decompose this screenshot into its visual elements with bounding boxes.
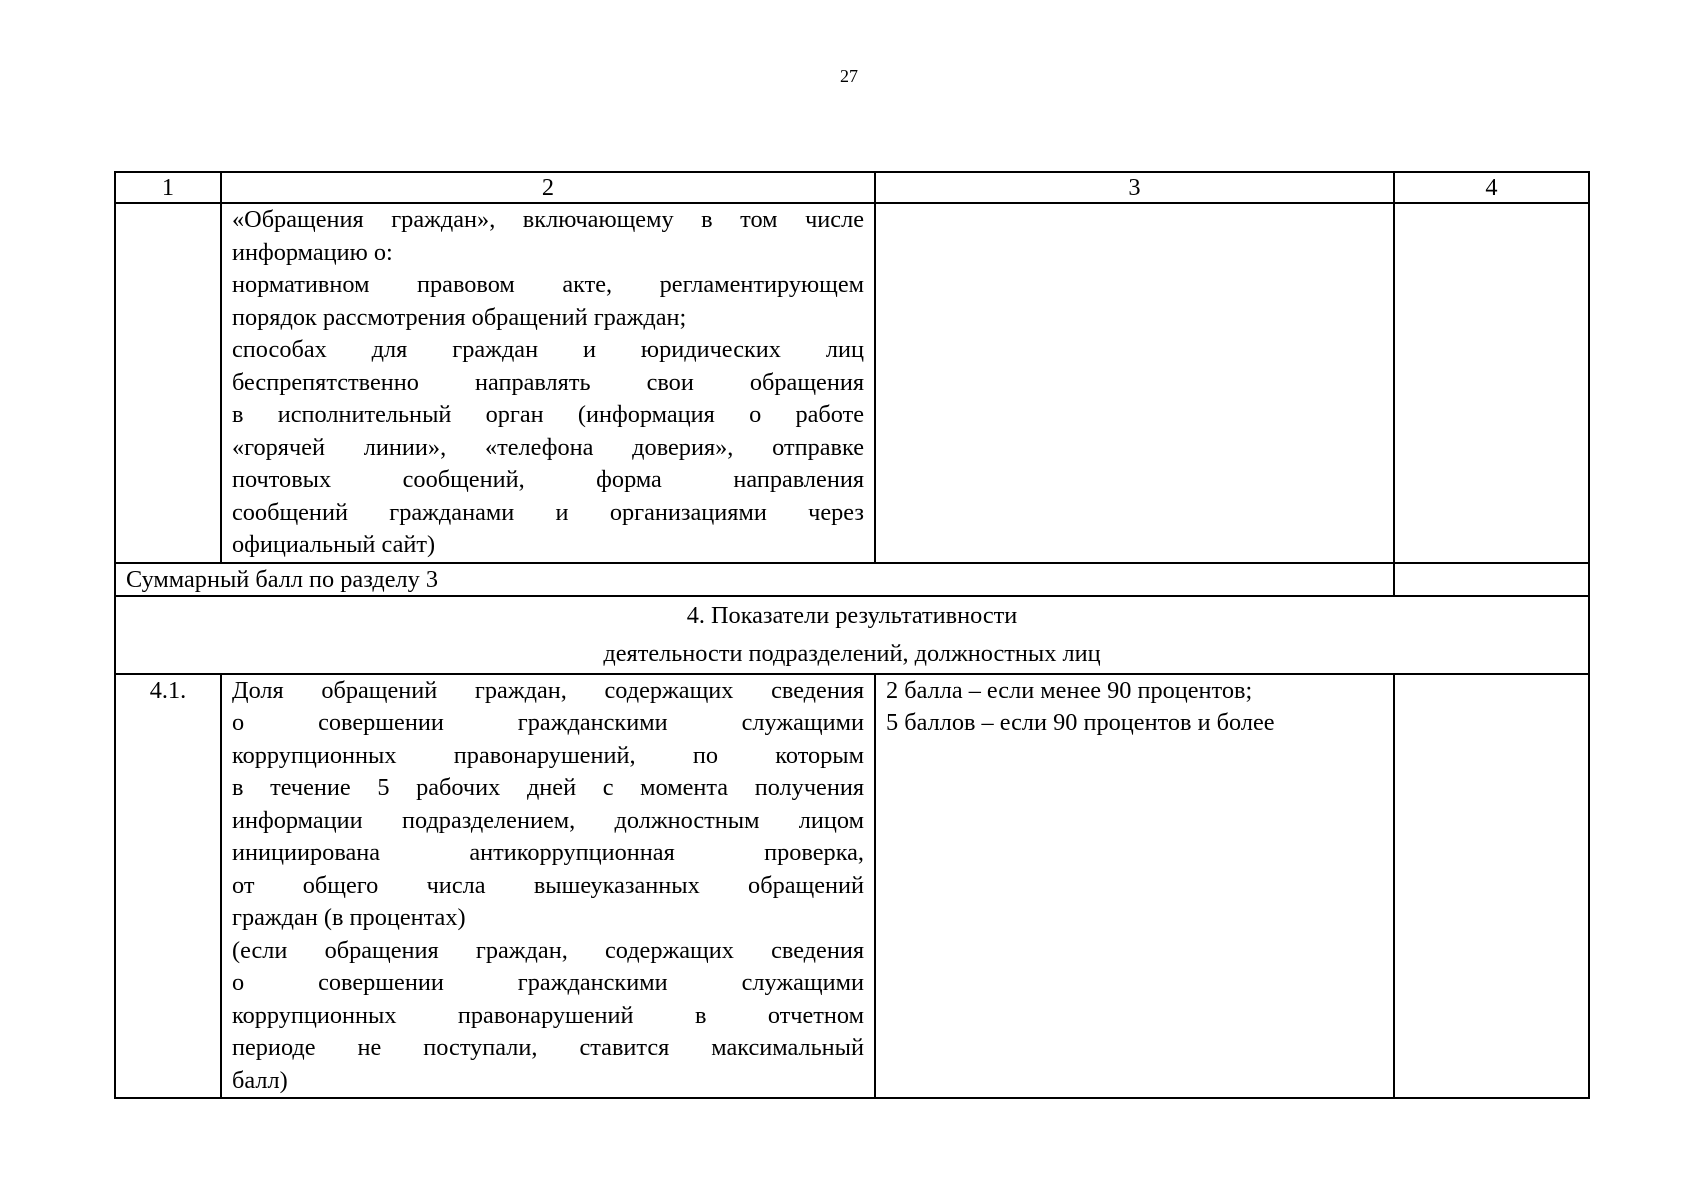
row-number-cell: 4.1.	[115, 674, 221, 1099]
text-line: «Обращения граждан», включающему в том числе	[232, 206, 864, 233]
score-cell	[1394, 674, 1589, 1099]
criteria-cell	[875, 203, 1394, 563]
text-line: официальный сайт)	[232, 531, 436, 558]
text-line: коррупционных правонарушений в отчетном	[232, 1001, 864, 1029]
text-line: беспрепятственно направлять свои обращения	[232, 368, 864, 396]
text-line: «горячей линии», «телефона доверия», отправке	[232, 433, 864, 461]
indicator-description-cell	[221, 203, 875, 563]
summary-score-cell	[1394, 563, 1589, 596]
table-row	[115, 203, 1589, 563]
criteria-cell	[875, 674, 1394, 1099]
table-row	[115, 674, 1589, 1099]
text-line: Доля обращений граждан, содержащих сведения	[232, 676, 864, 704]
text-line: коррупционных правонарушений, по которым	[232, 741, 864, 769]
criteria-line: 2 балла – если менее 90 процентов;	[886, 676, 1253, 704]
column-header-3: 3	[875, 172, 1394, 203]
text-line: от общего числа вышеуказанных обращений	[232, 871, 864, 899]
text-line: в исполнительный орган (информация о работе	[232, 401, 864, 428]
text-line: периоде не поступали, ставится максимальный	[232, 1034, 864, 1061]
section-heading-row	[115, 596, 1589, 674]
indicator-text	[232, 675, 864, 1098]
row-number-cell	[115, 203, 221, 563]
summary-label: Суммарный балл по разделу 3	[115, 563, 1394, 596]
text-line: способах для граждан и юридических лиц	[232, 336, 864, 363]
text-line: граждан (в процентах)	[232, 904, 466, 931]
summary-row	[115, 563, 1589, 596]
text-line: порядок рассмотрения обращений граждан;	[232, 303, 687, 331]
text-line: о совершении гражданскими служащими	[232, 709, 864, 736]
criteria-line: 5 баллов – если 90 процентов и более	[886, 709, 1275, 736]
page-number: 27	[840, 66, 858, 86]
text-line: балл)	[232, 1066, 288, 1094]
text-line: информацию о:	[232, 238, 393, 266]
indicator-description-cell	[221, 674, 875, 1099]
column-header-4: 4	[1394, 172, 1589, 203]
text-line: (если обращения граждан, содержащих сведения	[232, 936, 864, 964]
column-header-2: 2	[221, 172, 875, 203]
text-line: почтовых сообщений, форма направления	[232, 466, 864, 493]
score-cell	[1394, 203, 1589, 563]
text-line: о совершении гражданскими служащими	[232, 969, 864, 996]
text-line: информации подразделением, должностным лицом	[232, 806, 864, 834]
text-line: в течение 5 рабочих дней с момента получения	[232, 774, 864, 801]
text-line: нормативном правовом акте, регламентирующем	[232, 271, 864, 298]
column-header-1: 1	[115, 172, 221, 203]
section-heading	[115, 596, 1589, 674]
text-line: инициирована антикоррупционная проверка,	[232, 839, 864, 866]
section-title-line-2: деятельности подразделений, должностных лиц	[603, 639, 1101, 667]
evaluation-table	[114, 171, 1590, 1099]
text-line: сообщений гражданами и организациями через	[232, 498, 864, 526]
section-title-line-1: 4. Показатели результативности	[686, 601, 1018, 629]
column-header-row	[115, 172, 1589, 203]
indicator-text	[232, 204, 864, 562]
